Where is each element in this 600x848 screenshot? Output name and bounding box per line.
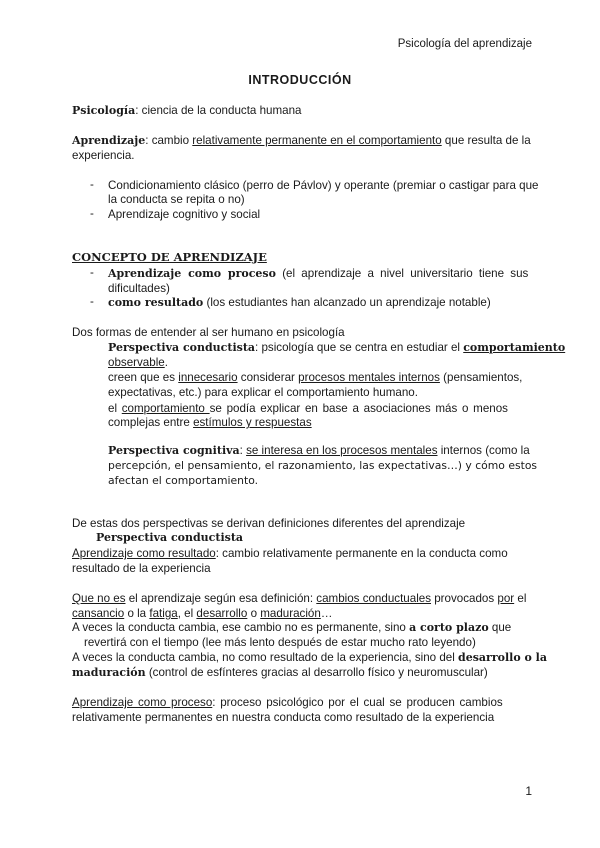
running-header: Psicología del aprendizaje	[397, 38, 532, 50]
concepto-item-proceso-cont: dificultades)	[108, 282, 170, 295]
cognitiva-line2: percepción, el pensamiento, el razonamiento, las expectativas…) y cómo estos	[108, 459, 538, 472]
list-dash: -	[90, 295, 94, 308]
list-dash: -	[90, 178, 94, 191]
conductista-line2: observable.	[108, 356, 168, 369]
conductista-line3: creen que es innecesario considerar procesos mentales internos (pensamientos,	[108, 371, 523, 384]
no-es-line3: A veces la conducta cambia, ese cambio no es permanente, sino a corto plazo que	[72, 621, 512, 634]
psicologia-definition: Psicología: ciencia de la conducta humana	[72, 104, 302, 117]
resultado-line1: Aprendizaje como resultado: cambio relativamente permanente en la conducta como	[72, 547, 508, 560]
no-es-line5: A veces la conducta cambia, no como resultado de la experiencia, sino del desarrollo o la	[72, 651, 547, 664]
page-title: INTRODUCCIÓN	[248, 73, 352, 87]
list-dash: -	[90, 266, 94, 279]
list-item: Aprendizaje cognitivo y social	[108, 208, 261, 221]
page-number: 1	[525, 784, 532, 798]
cognitiva-line1: Perspectiva cognitiva: se interesa en los procesos mentales internos (como la	[108, 444, 530, 457]
dos-formas-line: Dos formas de entender al ser humano en psicología	[72, 326, 345, 339]
no-es-line2: cansancio o la fatiga, el desarrollo o maduración…	[72, 607, 333, 620]
conductista-line1: Perspectiva conductista: psicología que se centra en estudiar el comportamiento	[108, 341, 566, 354]
conductista-line5: el comportamiento se podía explicar en base a asociaciones más o menos	[108, 402, 508, 415]
list-item-cont: la conducta se repita o no)	[108, 193, 245, 206]
list-item: Condicionamiento clásico (perro de Pávlov) y operante (premiar o castigar para que	[108, 179, 539, 192]
proceso-line2: relativamente permanentes en nuestra conducta como resultado de la experiencia	[72, 711, 495, 724]
psicologia-term: Psicología	[72, 104, 136, 117]
no-es-line1: Que no es el aprendizaje según esa definición: cambios conductuales provocados por el	[72, 592, 527, 605]
aprendizaje-definition: Aprendizaje: cambio relativamente permanente en el comportamiento que resulta de la	[72, 134, 531, 147]
aprendizaje-definition-cont: experiencia.	[72, 149, 135, 162]
resultado-line2: resultado de la experiencia	[72, 562, 211, 575]
no-es-line4: revertirá con el tiempo (lee más lento después de estar mucho rato leyendo)	[84, 636, 476, 649]
section-heading-concepto: CONCEPTO DE APRENDIZAJE	[72, 250, 267, 264]
cognitiva-line3: afectan el comportamiento.	[108, 474, 259, 487]
conductista-subheading: Perspectiva conductista	[96, 531, 244, 544]
derivan-line: De estas dos perspectivas se derivan definiciones diferentes del aprendizaje	[72, 517, 466, 530]
list-dash: -	[90, 207, 94, 220]
conductista-line6: complejas entre estímulos y respuestas	[108, 416, 312, 429]
aprendizaje-term: Aprendizaje	[72, 134, 146, 147]
conductista-line4: expectativas, etc.) para explicar el comportamiento humano.	[108, 386, 418, 399]
concepto-item-proceso: Aprendizaje como proceso (el aprendizaje a nivel universitario tiene sus	[108, 267, 529, 280]
proceso-line1: Aprendizaje como proceso: proceso psicológico por el cual se producen cambios	[72, 696, 503, 709]
no-es-line6: maduración (control de esfínteres gracias al desarrollo físico y neuromuscular)	[72, 666, 488, 679]
concepto-item-resultado: como resultado (los estudiantes han alcanzado un aprendizaje notable)	[108, 296, 491, 309]
